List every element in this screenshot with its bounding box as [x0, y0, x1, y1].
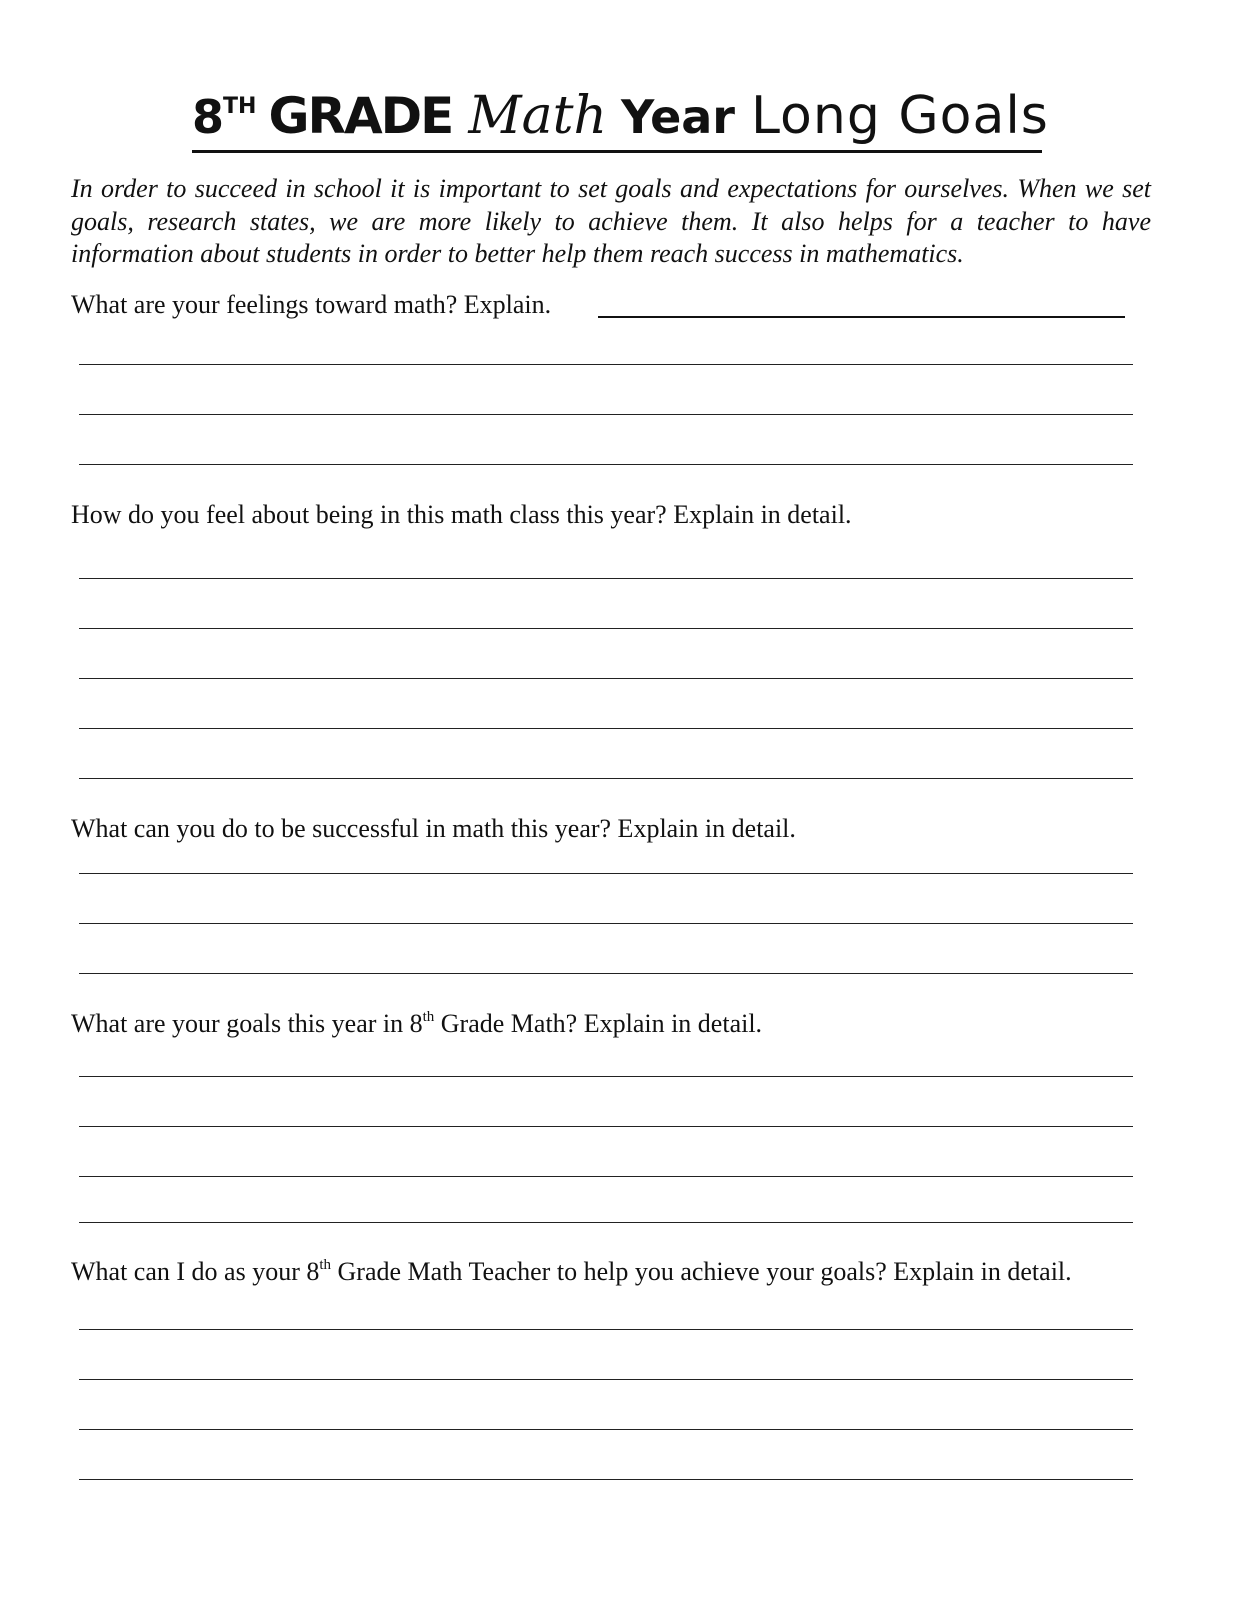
- question-4-answer-line[interactable]: [79, 1222, 1133, 1223]
- question-1-answer-line[interactable]: [79, 464, 1133, 465]
- question-2-answer-line[interactable]: [79, 628, 1133, 629]
- question-1-inline-answer-line[interactable]: [598, 316, 1125, 318]
- question-1-text: What are your feelings toward math? Explain.: [71, 290, 552, 319]
- title-year-word: Year: [620, 90, 735, 144]
- question-5-text: [71, 1257, 1072, 1287]
- question-2-answer-line[interactable]: [79, 778, 1133, 779]
- question-5-answer-line[interactable]: [79, 1479, 1133, 1480]
- question-3-text: What can you do to be successful in math this year? Explain in detail.: [71, 814, 796, 843]
- title-long-goals: Long Goals: [751, 86, 1049, 146]
- question-5-answer-line[interactable]: [79, 1429, 1133, 1430]
- question-5-ordinal-suffix: th: [319, 1257, 332, 1274]
- question-4-text-end: Grade Math? Explain in detail.: [434, 1009, 763, 1038]
- title-grade-word: GRADE: [268, 87, 453, 145]
- question-2-text: How do you feel about being in this math class this year? Explain in detail.: [71, 500, 852, 529]
- question-3-answer-line[interactable]: [79, 873, 1133, 874]
- question-5-answer-line[interactable]: [79, 1379, 1133, 1380]
- question-2-answer-line[interactable]: [79, 578, 1133, 579]
- question-4-answer-line[interactable]: [79, 1076, 1133, 1077]
- question-5-answer-line[interactable]: [79, 1329, 1133, 1330]
- question-5-text-start: What can I do as your 8: [71, 1257, 320, 1286]
- question-4-text-start: What are your goals this year in 8: [71, 1009, 423, 1038]
- worksheet-title: [192, 86, 1049, 153]
- question-4-answer-line[interactable]: [79, 1126, 1133, 1127]
- title-math-word: Math: [468, 86, 607, 146]
- question-4-answer-line[interactable]: [79, 1176, 1133, 1177]
- question-2-answer-line[interactable]: [79, 678, 1133, 679]
- question-3-answer-line[interactable]: [79, 923, 1133, 924]
- question-1-answer-line[interactable]: [79, 414, 1133, 415]
- question-2-answer-line[interactable]: [79, 728, 1133, 729]
- question-1-answer-line[interactable]: [79, 364, 1133, 365]
- question-5-text-end: Grade Math Teacher to help you achieve your goals? Explain in detail.: [331, 1257, 1072, 1286]
- title-grade-number: 8: [192, 90, 224, 144]
- question-3-answer-line[interactable]: [79, 973, 1133, 974]
- intro-paragraph: In order to succeed in school it is important to set goals and expectations for ourselves. When we set goals, research states, we are more likely to achieve them. It also helps for a teacher to have information about students in order to better help them reach success in mathematics.: [71, 174, 1151, 268]
- title-grade-suffix: TH: [223, 94, 257, 119]
- question-4-ordinal-suffix: th: [422, 1009, 435, 1026]
- question-4-text: [71, 1009, 762, 1039]
